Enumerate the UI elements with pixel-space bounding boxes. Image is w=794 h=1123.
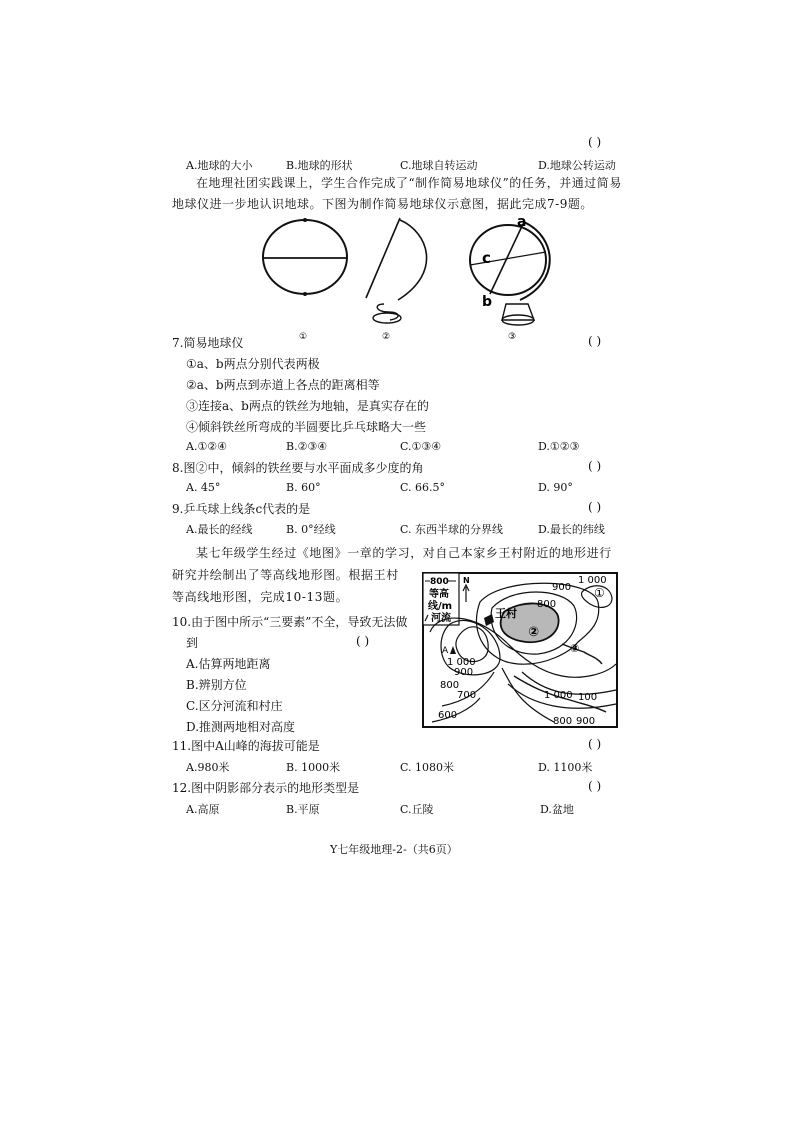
- q8-option-d: D. 90°: [538, 481, 573, 494]
- intro-globe: 在地理社团实践课上，学生合作完成了“制作简易地球仪”的任务，并通过简易地球仪进一步地认识地球。下图为制作简易地球仪示意图，据此完成7-9题。: [172, 176, 622, 211]
- q8-bracket: ( ): [588, 459, 602, 473]
- caption-1: ①: [299, 332, 308, 342]
- contour-label-800-top: 800: [537, 599, 557, 610]
- contour-label-900-bottom: 900: [576, 716, 596, 727]
- caption-3: ③: [508, 332, 517, 342]
- q12-option-b: B.平原: [286, 803, 320, 816]
- label-a: a: [517, 214, 527, 230]
- q10-option-d: D.推测两地相对高度: [186, 720, 296, 734]
- q7-statement-3: ③连接a、b两点的铁丝为地轴，是真实存在的: [186, 399, 429, 413]
- q6-bracket: ( ): [588, 135, 602, 149]
- globe-fig-1: [263, 218, 347, 296]
- q12-stem: 12.图中阴影部分表示的地形类型是: [172, 781, 360, 795]
- q7-statement-4: ④倾斜铁丝所弯成的半圆要比乒乓球略大一些: [186, 420, 427, 434]
- contour-label-600: 600: [438, 710, 458, 721]
- q11-bracket: ( ): [588, 737, 602, 751]
- legend-unit-2: 线/m: [428, 601, 453, 612]
- q9-stem: 9.乒乓球上线条c代表的是: [172, 502, 311, 516]
- q7-bracket: ( ): [588, 334, 602, 348]
- q11-stem: 11.图中A山峰的海拔可能是: [172, 739, 320, 753]
- legend-contour-value: 800: [430, 577, 449, 587]
- village-label: 王村: [495, 607, 517, 620]
- intro-contour-line3: 等高线地形图，完成10-13题。: [172, 590, 349, 604]
- contour-label-1000-a: 1 000: [447, 657, 476, 668]
- page-footer: Y七年级地理-2-（共6页）: [330, 843, 458, 856]
- q12-option-a: A.高原: [186, 803, 220, 816]
- q10-stem-line2: 到: [186, 636, 199, 650]
- q10-option-c: C.区分河流和村庄: [186, 699, 283, 713]
- q8-option-a: A. 45°: [186, 481, 221, 494]
- q9-option-a: A.最长的经线: [186, 523, 253, 536]
- q9-option-d: D.最长的纬线: [538, 523, 605, 536]
- globe-fig-2: [366, 218, 427, 323]
- contour-label-800-mid: 800: [440, 680, 460, 691]
- q9-bracket: ( ): [588, 500, 602, 514]
- q10-option-b: B.辨别方位: [186, 678, 247, 692]
- legend-unit-1: 等高: [429, 589, 449, 600]
- contour-map: [422, 572, 618, 728]
- q10-stem-line1: 10.由于图中所示“三要素”不全，导致无法做: [172, 615, 408, 629]
- q9-option-c: C. 东西半球的分界线: [400, 523, 504, 536]
- contour-label-800-bottom: 800: [553, 716, 573, 727]
- q7-stem: 7.简易地球仪: [172, 336, 244, 350]
- peak-label: A: [442, 646, 449, 656]
- q12-option-c: C.丘陵: [400, 803, 434, 816]
- q7-option-c: C.①③④: [400, 440, 442, 453]
- contour-label-1000-top: 1 000: [578, 575, 607, 586]
- q11-option-b: B. 1000米: [286, 761, 341, 774]
- caption-2: ②: [382, 332, 391, 342]
- q10-bracket: ( ): [356, 634, 370, 648]
- q10-option-a: A.估算两地距离: [186, 657, 271, 671]
- map-legend: [423, 573, 459, 625]
- q11-option-a: A.980米: [186, 761, 230, 774]
- q8-option-c: C. 66.5°: [400, 481, 446, 494]
- q11-option-d: D. 1100米: [538, 761, 593, 774]
- q8-stem: 8.图②中，倾斜的铁丝要与水平面成多少度的角: [172, 461, 424, 475]
- q12-option-d: D.盆地: [540, 803, 574, 816]
- contour-label-900-top: 900: [552, 582, 572, 593]
- legend-river: 河流: [431, 613, 451, 624]
- contour-label-1000-right: 1 000: [544, 690, 573, 701]
- q7-option-a: A.①②④: [186, 440, 228, 453]
- q6-option-c: C.地球自转运动: [400, 159, 478, 172]
- contour-label-900-mid: 900: [454, 667, 474, 678]
- q6-option-d: D.地球公转运动: [538, 159, 616, 172]
- label-b: b: [482, 294, 493, 310]
- q8-option-b: B. 60°: [286, 481, 321, 494]
- circle-1: ①: [594, 586, 605, 600]
- q11-option-c: C. 1080米: [400, 761, 455, 774]
- intro-contour-line1: 某七年级学生经过《地图》一章的学习，对自己本家乡王村附近的地形进行: [196, 546, 612, 560]
- q9-option-b: B. 0°经线: [286, 523, 336, 536]
- q7-option-b: B.②③④: [286, 440, 328, 453]
- q6-option-a: A.地球的大小: [186, 159, 253, 172]
- contour-label-700: 700: [457, 690, 477, 701]
- globe-figure: [258, 212, 558, 342]
- circle-3: ③: [570, 642, 580, 655]
- q7-statement-1: ①a、b两点分别代表两极: [186, 357, 320, 371]
- north-label: N: [463, 576, 470, 585]
- q7-option-d: D.①②③: [538, 440, 580, 453]
- circle-2: ②: [528, 625, 540, 640]
- q7-statement-2: ②a、b两点到赤道上各点的距离相等: [186, 378, 380, 392]
- q6-option-b: B.地球的形状: [286, 159, 353, 172]
- globe-fig-3: [470, 214, 550, 325]
- contour-label-100: 100: [578, 692, 598, 703]
- label-c: c: [482, 249, 491, 267]
- q12-bracket: ( ): [588, 779, 602, 793]
- intro-contour-line2: 研究并绘制出了等高线地形图。根据王村: [172, 568, 399, 582]
